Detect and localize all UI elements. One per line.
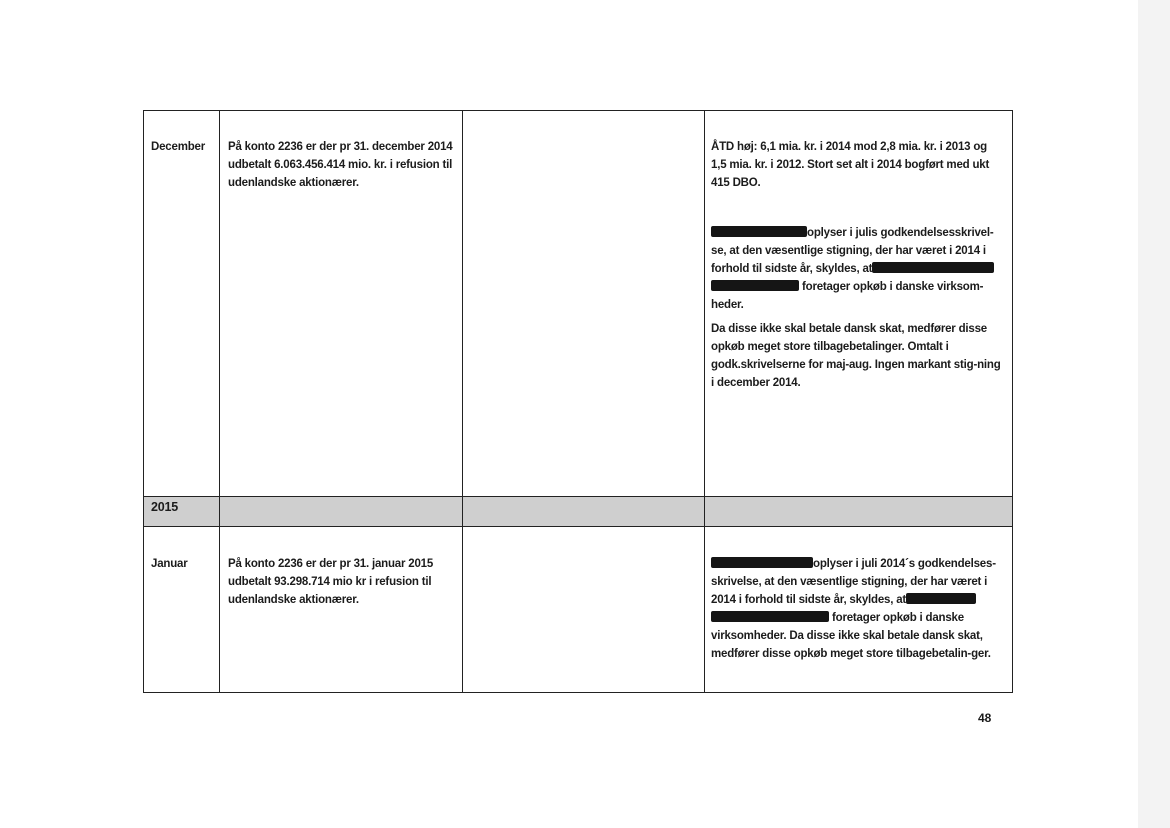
notes-text-b: foretager opkøb i danske virksomheder. Da disse ikke skal betale dansk skat, medfører disse opkøb meget store tilbagebetalin-ger. [711,612,991,660]
notes-paragraph-1: ÅTD høj: 6,1 mia. kr. i 2014 mod 2,8 mia. kr. i 2013 og 1,5 mia. kr. i 2012. Stort set alt i 2014 bogført med ukt 415 DBO. [711,141,990,189]
table-bottom-border [143,692,1013,693]
year-label: 2015 [151,500,179,514]
year-row-band [143,496,1013,526]
month-cell-december [151,138,217,156]
notes-text-a: oplyser i julis godkendelsesskrivel-se, at den væsentlige stigning, der har været i 2014 i forhold til sidste år, skyldes, at [711,227,994,275]
notes-paragraph-2 [711,224,1003,314]
redaction-bar [711,280,799,291]
table-top-border [143,110,1013,111]
redaction-bar [906,593,976,604]
page-number: 48 [978,711,992,725]
row-divider [143,526,1013,527]
scan-edge [1138,0,1170,828]
row-divider [143,496,1013,497]
year-cell [151,498,217,516]
account-text: På konto 2236 er der pr 31. januar 2015 udbetalt 93.298.714 mio kr i refusion til udenlandske aktionærer. [228,558,434,606]
redaction-bar [872,262,994,273]
month-label: Januar [151,558,188,570]
redaction-bar [711,611,829,622]
redaction-bar [711,226,807,237]
notes-paragraph [711,555,1003,663]
notes-text-a: oplyser i juli 2014´s godkendelses-skrivelse, at den væsentlige stigning, der har været i 2014 i forhold til sidste år, skyldes, at [711,558,996,606]
notes-cell-januar [711,555,1003,663]
account-cell-december [228,138,454,192]
notes-cell-december [711,138,1003,392]
account-cell-januar [228,555,454,609]
month-cell-januar [151,555,217,573]
table-left-border [143,110,144,693]
column-divider [462,110,463,693]
table-right-border [1012,110,1013,693]
account-text: På konto 2236 er der pr 31. december 2014 udbetalt 6.063.456.414 mio. kr. i refusion til udenlandske aktionærer. [228,141,453,189]
notes-paragraph-3: Da disse ikke skal betale dansk skat, medfører disse opkøb meget store tilbagebetalinger. Omtalt i godk.skrivelserne for maj-aug. Ingen markant stig-ning i december 2014. [711,323,1001,389]
column-divider [704,110,705,693]
month-label: December [151,141,206,153]
notes-text-b: foretager opkøb i danske virksom-heder. [711,281,984,311]
column-divider [219,110,220,693]
redaction-bar [711,557,813,568]
